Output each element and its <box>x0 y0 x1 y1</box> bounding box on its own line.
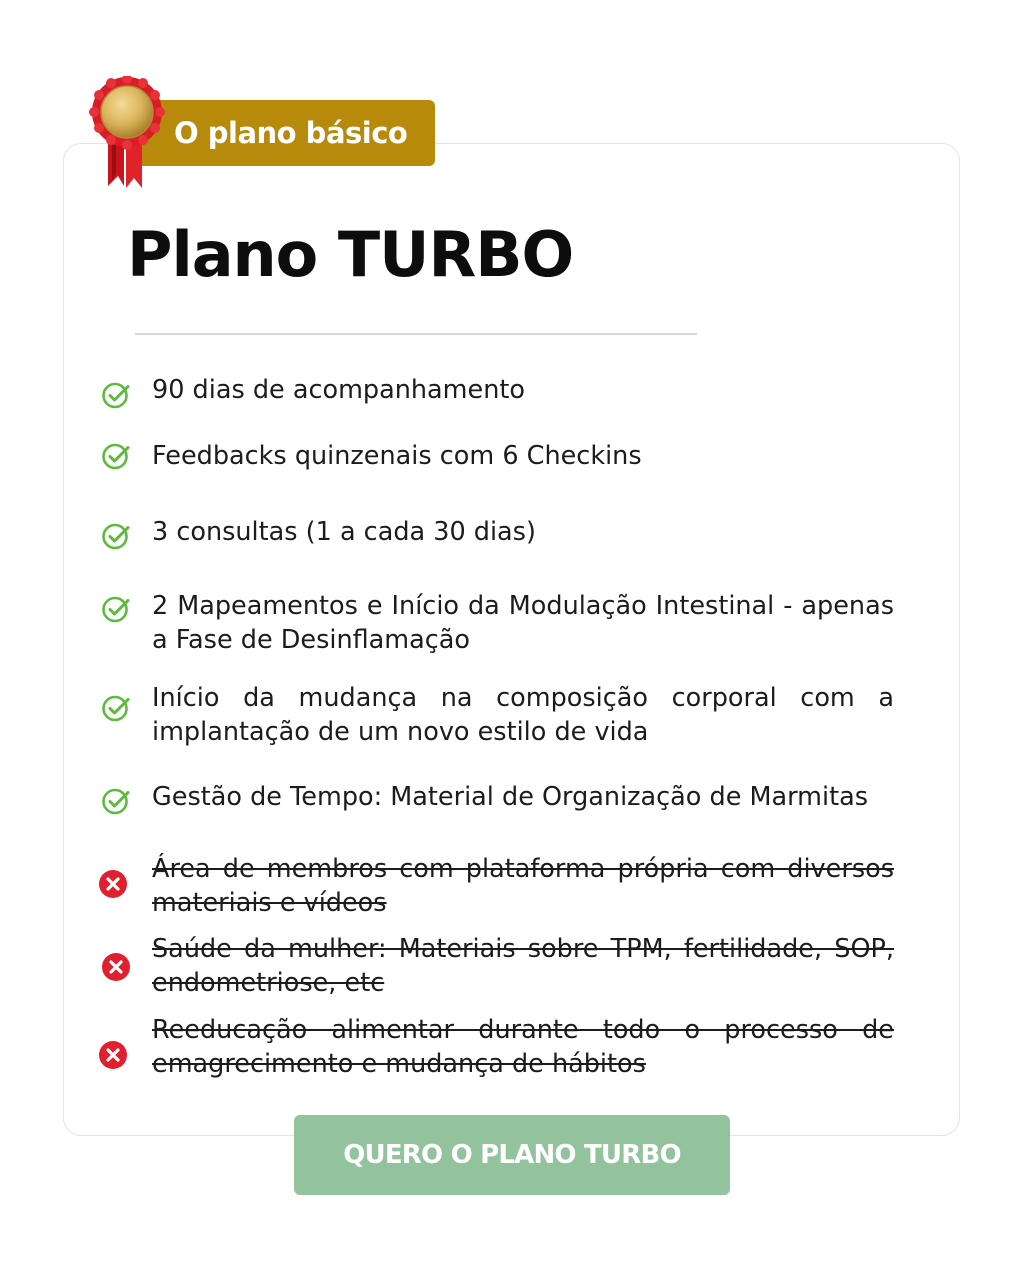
check-circle-icon <box>101 380 131 410</box>
feature-text: 3 consultas (1 a cada 30 dias) <box>152 517 536 547</box>
plan-title: Plano TURBO <box>127 218 574 291</box>
x-circle-icon <box>98 1040 128 1070</box>
plan-badge <box>130 100 435 166</box>
check-circle-icon <box>101 521 131 551</box>
feature-text: Feedbacks quinzenais com 6 Checkins <box>152 441 642 471</box>
x-circle-icon <box>101 952 131 982</box>
award-ribbon-icon <box>88 76 166 192</box>
title-divider <box>135 333 697 335</box>
cta-button[interactable]: QUERO O PLANO TURBO <box>294 1115 730 1195</box>
x-circle-icon <box>98 869 128 899</box>
feature-text: 2 Mapeamentos e Início da Modulação Intestinal - apenas a Fase de Desinflamação <box>152 591 894 655</box>
check-circle-icon <box>101 786 131 816</box>
feature-text: Reeducação alimentar durante todo o processo de emagrecimento e mudança de hábitos <box>152 1015 894 1079</box>
check-circle-icon <box>101 594 131 624</box>
feature-text: Saúde da mulher: Materiais sobre TPM, fertilidade, SOP, endometriose, etc <box>152 934 894 998</box>
check-circle-icon <box>101 441 131 471</box>
feature-text: 90 dias de acompanhamento <box>152 375 525 405</box>
feature-text: Gestão de Tempo: Material de Organização de Marmitas <box>152 782 868 812</box>
badge-label: O plano básico <box>174 116 408 150</box>
feature-text: Início da mudança na composição corporal com a implantação de um novo estilo de vida <box>152 683 894 747</box>
check-circle-icon <box>101 693 131 723</box>
feature-text: Área de membros com plataforma própria com diversos materiais e vídeos <box>152 854 894 918</box>
